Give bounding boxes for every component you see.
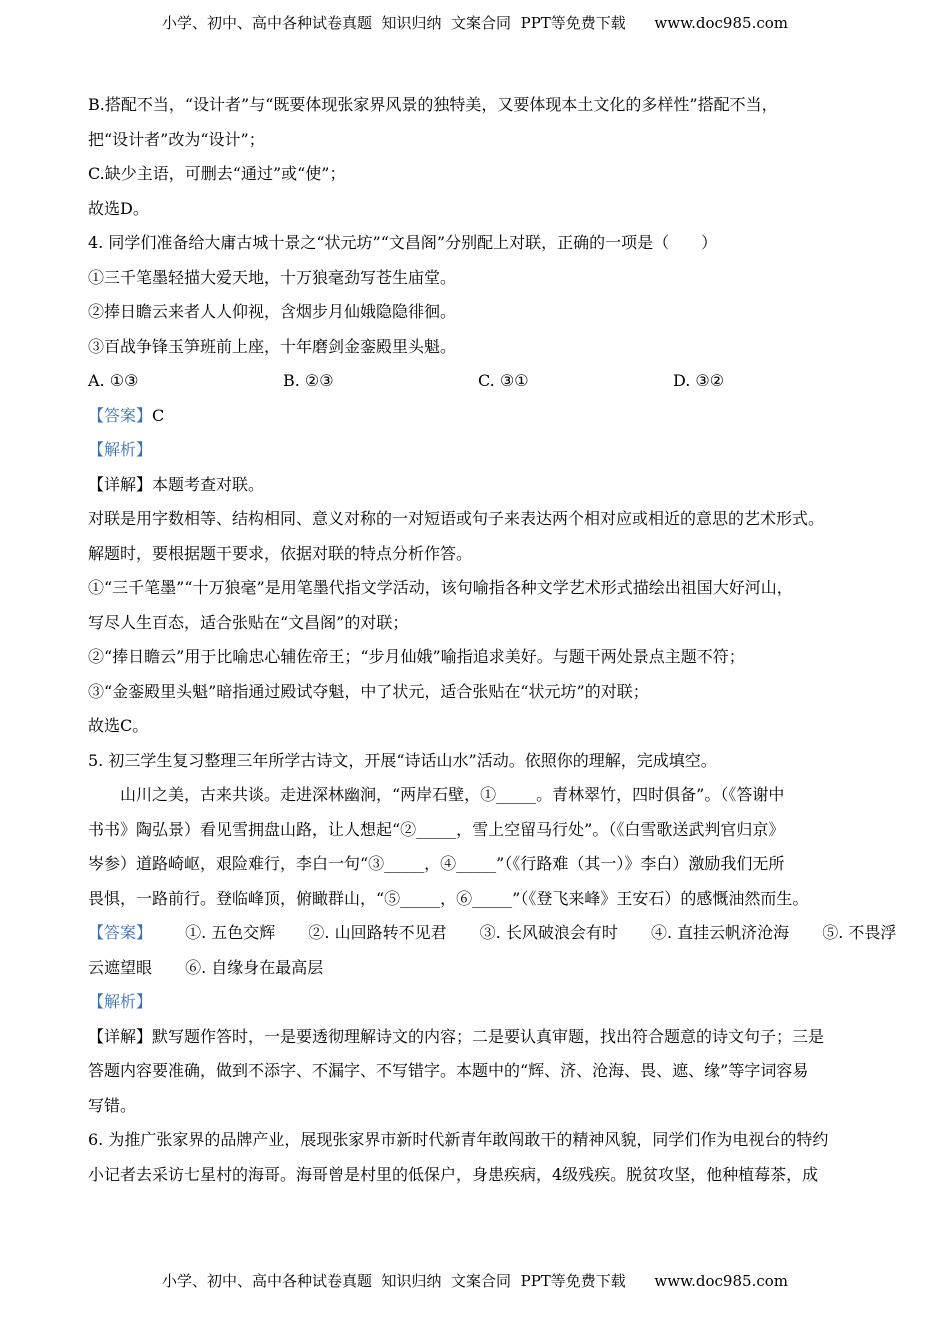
detail-line xyxy=(88,468,868,503)
detail-label: 【详解】 xyxy=(88,1026,153,1046)
detail-line xyxy=(88,1020,868,1055)
option-d: D. ③② xyxy=(673,371,725,390)
question-5-answers xyxy=(88,916,897,951)
text-line: B.搭配不当，“设计者”与“既要体现张家界风景的独特美，又要体现本土文化的多样性”搭配不当， xyxy=(88,95,778,114)
document-body xyxy=(88,88,897,1192)
question-4-answer xyxy=(88,399,868,434)
detail-line: ①“三千笔墨”“十万狼毫”是用笔墨代指文学活动，该句喻指各种文学艺术形式描绘出祖国大好河山， xyxy=(88,578,793,597)
analysis-label: 【解析】 xyxy=(88,992,153,1011)
answer-item: ⑥. 自缘身在最高层 xyxy=(185,957,324,977)
question-5-passage: 书书》陶弘景）看见雪拥盘山路，让人想起“②_____，雪上空留马行处”。（《白雪歌送武判官归京》 xyxy=(88,819,785,839)
detail-line: ②“捧日瞻云”用于比喻忠心辅佐帝王；“步月仙娥”喻指追求美好。与题干两处景点主题不符； xyxy=(88,647,745,666)
answer-value: C xyxy=(152,405,165,425)
answer-label: 【答案】 xyxy=(88,923,153,942)
detail-line: 答题内容要准确，做到不添字、不漏字、不写错字。本题中的“辉、济、沧海、畏、遮、缘”等字词容易 xyxy=(88,1061,809,1080)
question-5-passage: 畏惧，一路前行。登临峰顶，俯瞰群山，“⑤_____，⑥_____”（《登飞来峰》王安石）的感慨油然而生。 xyxy=(88,888,809,908)
detail-line: 写尽人生百态，适合张贴在“文昌阁”的对联； xyxy=(88,612,409,632)
page-footer: 小学、初中、高中各种试卷真题 知识归纳 文案合同 PPT等免费下载 www.doc985.com xyxy=(161,1272,788,1290)
detail-line: 写错。 xyxy=(88,1095,137,1115)
question-5-passage: 山川之美，古来共谈。走进深林幽涧，“两岸石壁，①_____。青林翠竹，四时俱备”。（《答谢中 xyxy=(120,785,785,804)
couplet-2: ②捧日瞻云来者人人仰视，含烟步月仙娥隐隐徘徊。 xyxy=(88,302,457,321)
text-line: C.缺少主语，可删去“通过”或“使”； xyxy=(88,164,346,183)
answer-item: 云遮望眼 xyxy=(88,957,153,977)
answer-item: ④. 直挂云帆济沧海 xyxy=(650,923,790,942)
question-4-options xyxy=(88,364,868,399)
couplet-3: ③百战争锋玉笋班前上座，十年磨剑金銮殿里头魁。 xyxy=(88,336,457,356)
answer-item: ③. 长风破浪会有时 xyxy=(479,923,618,942)
detail-text: 本题考查对联。 xyxy=(152,474,265,494)
option-c: C. ③① xyxy=(478,371,529,390)
detail-label: 【详解】 xyxy=(88,474,153,494)
page-header: 小学、初中、高中各种试卷真题 知识归纳 文案合同 PPT等免费下载 www.doc985.com xyxy=(161,14,788,32)
question-5-stem: 5. 初三学生复习整理三年所学古诗文，开展“诗话山水”活动。依照你的理解，完成填空。 xyxy=(88,750,717,770)
answer-label: 【答案】 xyxy=(88,405,153,425)
detail-text: 默写题作答时，一是要透彻理解诗文的内容；二是要认真审题，找出符合题意的诗文句子；三是 xyxy=(152,1026,825,1046)
detail-line: 解题时，要根据题干要求，依据对联的特点分析作答。 xyxy=(88,543,473,563)
option-b: B. ②③ xyxy=(283,371,334,390)
analysis-label: 【解析】 xyxy=(88,440,153,459)
detail-line: 故选C。 xyxy=(88,716,149,735)
answer-item: ①. 五色交辉 xyxy=(185,923,276,942)
question-4-stem: 4. 同学们准备给大庸古城十景之“状元坊”“文昌阁”分别配上对联，正确的一项是（ ） xyxy=(88,233,718,252)
detail-line: 对联是用字数相等、结构相同、意义对称的一对短语或句子来表达两个相对应或相近的意思的艺术形式。 xyxy=(88,509,825,528)
text-line: 把“设计者”改为“设计”； xyxy=(88,129,265,149)
answer-item: ⑤. 不畏浮 xyxy=(822,923,897,942)
question-5-passage: 岑参）道路崎岖，艰险难行，李白一句“③_____，④_____”（《行路难（其一）》李白）激励我们无所 xyxy=(88,854,785,873)
answer-item: ②. 山回路转不见君 xyxy=(308,923,447,942)
text-line: 故选D。 xyxy=(88,198,149,218)
question-5-answers-cont xyxy=(88,951,868,986)
question-6-stem: 小记者去采访七星村的海哥。海哥曾是村里的低保户，身患疾病，4级残疾。脱贫攻坚，他种植莓茶，成 xyxy=(88,1164,819,1184)
detail-line: ③“金銮殿里头魁”暗指通过殿试夺魁，中了状元，适合张贴在“状元坊”的对联； xyxy=(88,681,649,701)
couplet-1: ①三千笔墨轻描大爱天地，十万狼毫劲写苍生庙堂。 xyxy=(88,267,457,287)
option-a: A. ①③ xyxy=(88,371,139,390)
question-6-stem: 6. 为推广张家界的品牌产业，展现张家界市新时代新青年敢闯敢干的精神风貌，同学们作为电视台的特约 xyxy=(88,1130,829,1149)
